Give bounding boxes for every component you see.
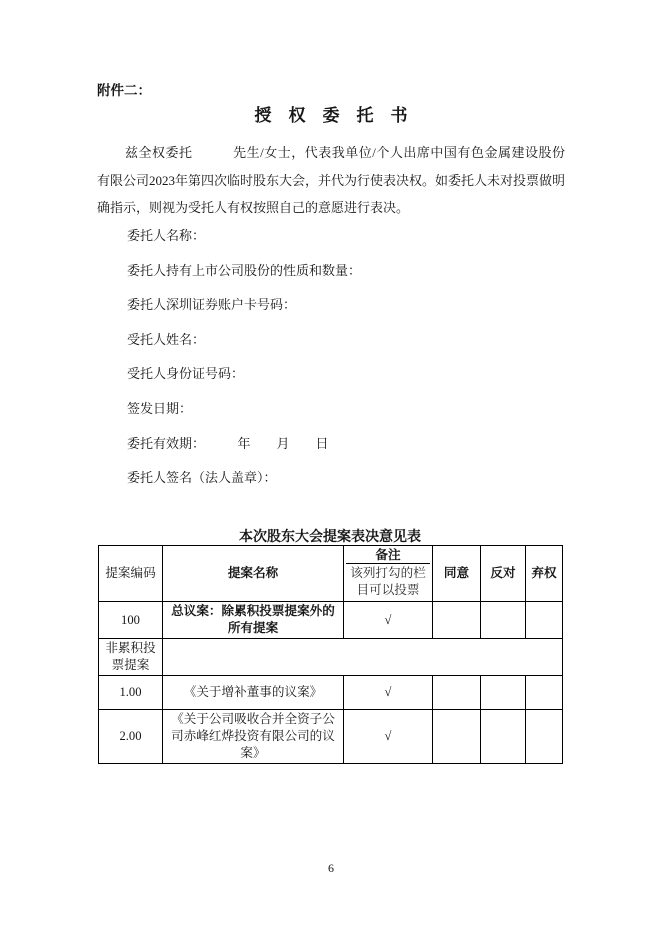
table-row — [99, 639, 563, 676]
cell-agree — [433, 602, 481, 639]
cell-section-blank — [163, 639, 563, 676]
cell-abstain — [526, 710, 563, 764]
cell-note-checkmark: √ — [344, 710, 433, 764]
table-row — [99, 602, 563, 639]
cell-proposal-name: 《关于增补董事的议案》 — [163, 676, 344, 710]
header-note — [344, 546, 433, 602]
header-note-title: 备注 — [346, 547, 430, 564]
table-row — [99, 710, 563, 764]
field-principal-name: 委托人名称： — [127, 228, 206, 243]
field-share-nature-quantity: 委托人持有上市公司股份的性质和数量： — [127, 262, 362, 278]
header-proposal-name: 提案名称 — [163, 546, 344, 602]
cell-agree — [433, 710, 481, 764]
cell-proposal-name: 《关于公司吸收合并全资子公司赤峰红烨投资有限公司的议案》 — [163, 710, 344, 764]
cell-agree — [433, 676, 481, 710]
field-trustee-id-number: 受托人身份证号码： — [127, 366, 245, 382]
field-shenzhen-account-number: 委托人深圳证券账户卡号码： — [127, 297, 297, 313]
cell-oppose — [481, 710, 526, 764]
field-principal-signature: 委托人签名（法人盖章）： — [127, 470, 277, 486]
paragraph-line: 确指示，则视为受托人有权按照自己的意愿进行表决。 — [97, 200, 410, 216]
voting-table-title: 本次股东大会提案表决意见表 — [239, 530, 421, 545]
voting-table — [98, 545, 563, 764]
header-agree: 同意 — [433, 546, 481, 602]
cell-proposal-code: 100 — [99, 602, 163, 639]
header-note-subtext: 该列打勾的栏目可以投票 — [350, 566, 426, 597]
cell-oppose — [481, 602, 526, 639]
table-header-row — [99, 546, 563, 602]
document-title: 授权委托书 — [254, 106, 425, 125]
paragraph-line: 有限公司2023年第四次临时股东大会，并代为行使表决权。如委托人未对投票做明 — [97, 172, 566, 188]
cell-note-checkmark: √ — [344, 602, 433, 639]
intro-paragraph — [97, 139, 565, 222]
attachment-label: 附件二： — [97, 83, 151, 98]
form-fields — [97, 219, 565, 496]
cell-oppose — [481, 676, 526, 710]
cell-proposal-code: 1.00 — [99, 676, 163, 710]
page-number: 6 — [328, 861, 334, 875]
cell-section-label: 非累积投票提案 — [99, 639, 163, 676]
field-trustee-name: 受托人姓名： — [127, 331, 206, 347]
header-proposal-code: 提案编码 — [99, 546, 163, 602]
paragraph-line: 兹全权委托 先生/女士，代表我单位/个人出席中国有色金属建设股份 — [125, 145, 565, 160]
header-oppose: 反对 — [481, 546, 526, 602]
table-row — [99, 676, 563, 710]
cell-proposal-code: 2.00 — [99, 710, 163, 764]
field-issue-date: 签发日期： — [127, 400, 193, 416]
cell-abstain — [526, 676, 563, 710]
header-abstain: 弃权 — [526, 546, 563, 602]
field-validity-period: 委托有效期： 年 月 日 — [127, 435, 329, 451]
cell-note-checkmark: √ — [344, 676, 433, 710]
cell-abstain — [526, 602, 563, 639]
cell-proposal-name: 总议案：除累积投票提案外的所有提案 — [163, 602, 344, 639]
